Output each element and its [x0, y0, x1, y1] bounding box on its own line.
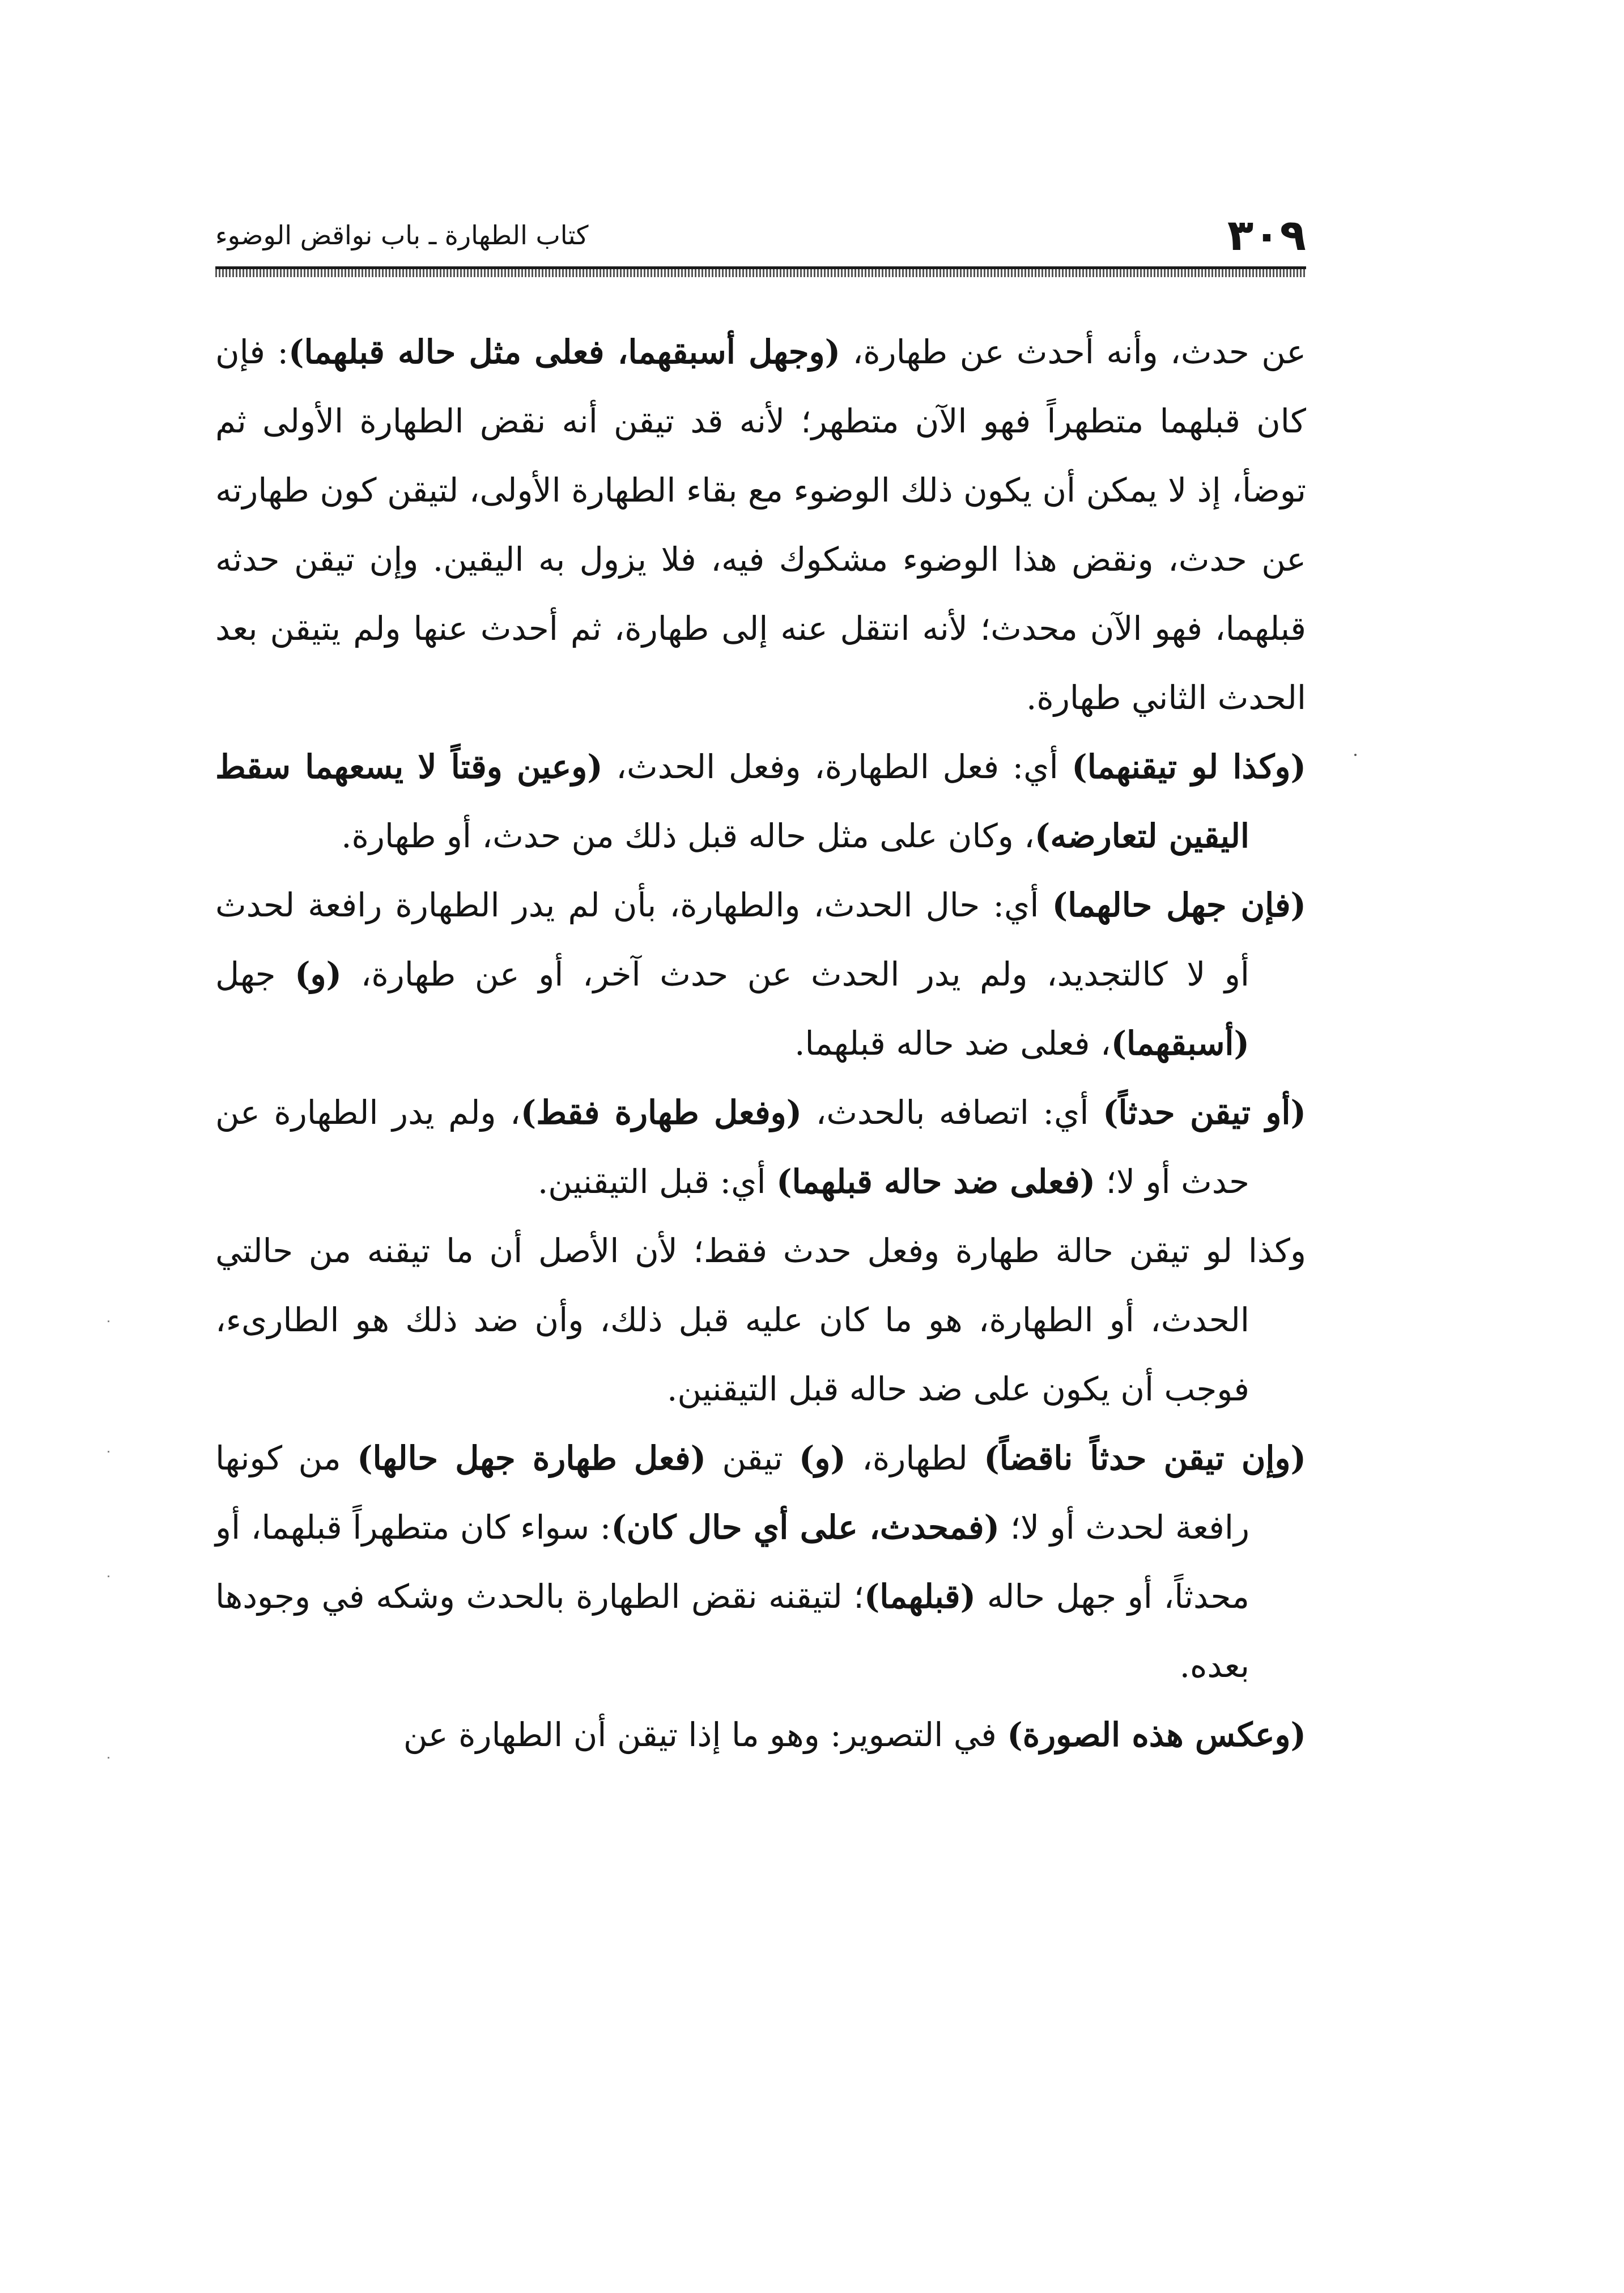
- page-number: ٣٠٩: [1227, 210, 1306, 260]
- paragraph-6: [215, 1424, 1306, 1700]
- text-segment: أي: اتصافه بالحدث،: [802, 1093, 1103, 1132]
- matn-bold-text: (و): [798, 1439, 846, 1477]
- text-segment: عن حدث، وأنه أحدث عن طهارة،: [840, 333, 1307, 371]
- paragraph-4: [215, 1078, 1306, 1216]
- paragraph-2: [215, 732, 1306, 871]
- paragraph-5: [215, 1216, 1306, 1424]
- text-segment: ، وكان على مثل حاله قبل ذلك من حدث، أو طهارة.: [341, 817, 1035, 855]
- text-segment: أي: قبل التيقنين.: [537, 1162, 777, 1201]
- page-header: [215, 204, 1306, 272]
- matn-bold-text: (و): [295, 955, 342, 993]
- text-segment: ؛ لتيقنه نقض الطهارة بالحدث وشكه في وجودها بعده.: [215, 1577, 1249, 1685]
- matn-bold-text: (وعين وقتاً لا يسعهما سقط اليقين لتعارضه): [215, 748, 1249, 855]
- text-segment: تيقن: [706, 1439, 799, 1477]
- running-title: كتاب الطهارة ـ باب نواقض الوضوء: [215, 220, 589, 250]
- paragraph-1: [215, 317, 1306, 732]
- matn-bold-text: (فعل طهارة جهل حالها): [357, 1439, 707, 1477]
- scan-speck: [108, 1451, 109, 1453]
- body-text: [215, 317, 1306, 1769]
- text-segment: ، ولم يدر الطهارة عن حدث أو لا؛: [215, 1093, 1249, 1201]
- text-segment: أي: فعل الطهارة، وفعل الحدث،: [602, 748, 1072, 786]
- text-segment: من كونها رافعة لحدث أو لا؛: [215, 1439, 1249, 1547]
- text-segment: أي: حال الحدث، والطهارة، بأن لم يدر الطهارة رافعة لحدث أو لا كالتجديد، ولم يدر الحدث عن حدث آخر، أو عن طهارة،: [215, 886, 1249, 993]
- scan-speck: [108, 1320, 109, 1322]
- matn-bold-text: (فعلى ضد حاله قبلهما): [776, 1162, 1096, 1201]
- scan-speck: [108, 1757, 109, 1759]
- text-segment: وكذا لو تيقن حالة طهارة وفعل حدث فقط؛ لأن الأصل أن ما تيقنه من حالتي الحدث، أو الطهارة، هو ما كان عليه قبل ذلك، وأن ضد ذلك هو الطارىء، فوجب أن يكون على ضد حاله قبل التيقنين.: [215, 1232, 1306, 1408]
- matn-bold-text: (وكذا لو تيقنهما): [1072, 748, 1306, 786]
- matn-bold-text: (قبلهما): [864, 1577, 976, 1616]
- matn-bold-text: (أسبقهما): [1111, 1024, 1249, 1063]
- text-segment: لأنه قد تيقن أنه نقض الطهارة الأولى ثم توضأ، إذ لا يمكن أن يكون ذلك الوضوء مع بقاء الطهارة الأولى، لتيقن كون طهارته عن حدث، ونقض هذا الوضوء مشكوك فيه، فلا يزول به اليقين. وإن تيقن حدثه قبلهما، فهو الآن محدث؛ لأنه انتقل عنه إلى طهارة، ثم أحدث عنها ولم يتيقن بعد الحدث الثاني طهارة.: [215, 402, 1306, 717]
- matn-bold-text: (فإن جهل حالهما): [1052, 886, 1306, 924]
- paragraph-3: [215, 871, 1306, 1078]
- text-segment: جهل: [215, 955, 295, 993]
- matn-bold-text: (وفعل طهارة فقط): [520, 1093, 802, 1132]
- text-segment: : سواء كان متطهراً قبلهما، أو محدثاً، أو جهل حاله: [215, 1508, 1249, 1616]
- scan-speck: [108, 1576, 109, 1577]
- paragraph-7: [215, 1700, 1306, 1769]
- text-segment: : فإن كان قبلهما متطهراً فهو الآن متطهر؛: [215, 333, 1306, 440]
- header-rule: [215, 266, 1306, 277]
- matn-bold-text: (وجهل أسبقهما، فعلى مثل حاله قبلهما): [288, 333, 841, 371]
- matn-bold-text: (فمحدث، على أي حال كان): [611, 1508, 1000, 1547]
- matn-bold-text: (وعكس هذه الصورة): [1007, 1715, 1306, 1754]
- text-segment: لطهارة،: [845, 1439, 984, 1477]
- matn-bold-text: (وإن تيقن حدثاً ناقضاً): [984, 1439, 1306, 1477]
- text-segment: ، فعلى ضد حاله قبلهما.: [794, 1024, 1111, 1063]
- text-segment: في التصوير: وهو ما إذا تيقن أن الطهارة عن: [403, 1715, 1007, 1754]
- matn-bold-text: (أو تيقن حدثاً): [1103, 1093, 1306, 1132]
- scan-speck: [1354, 754, 1357, 756]
